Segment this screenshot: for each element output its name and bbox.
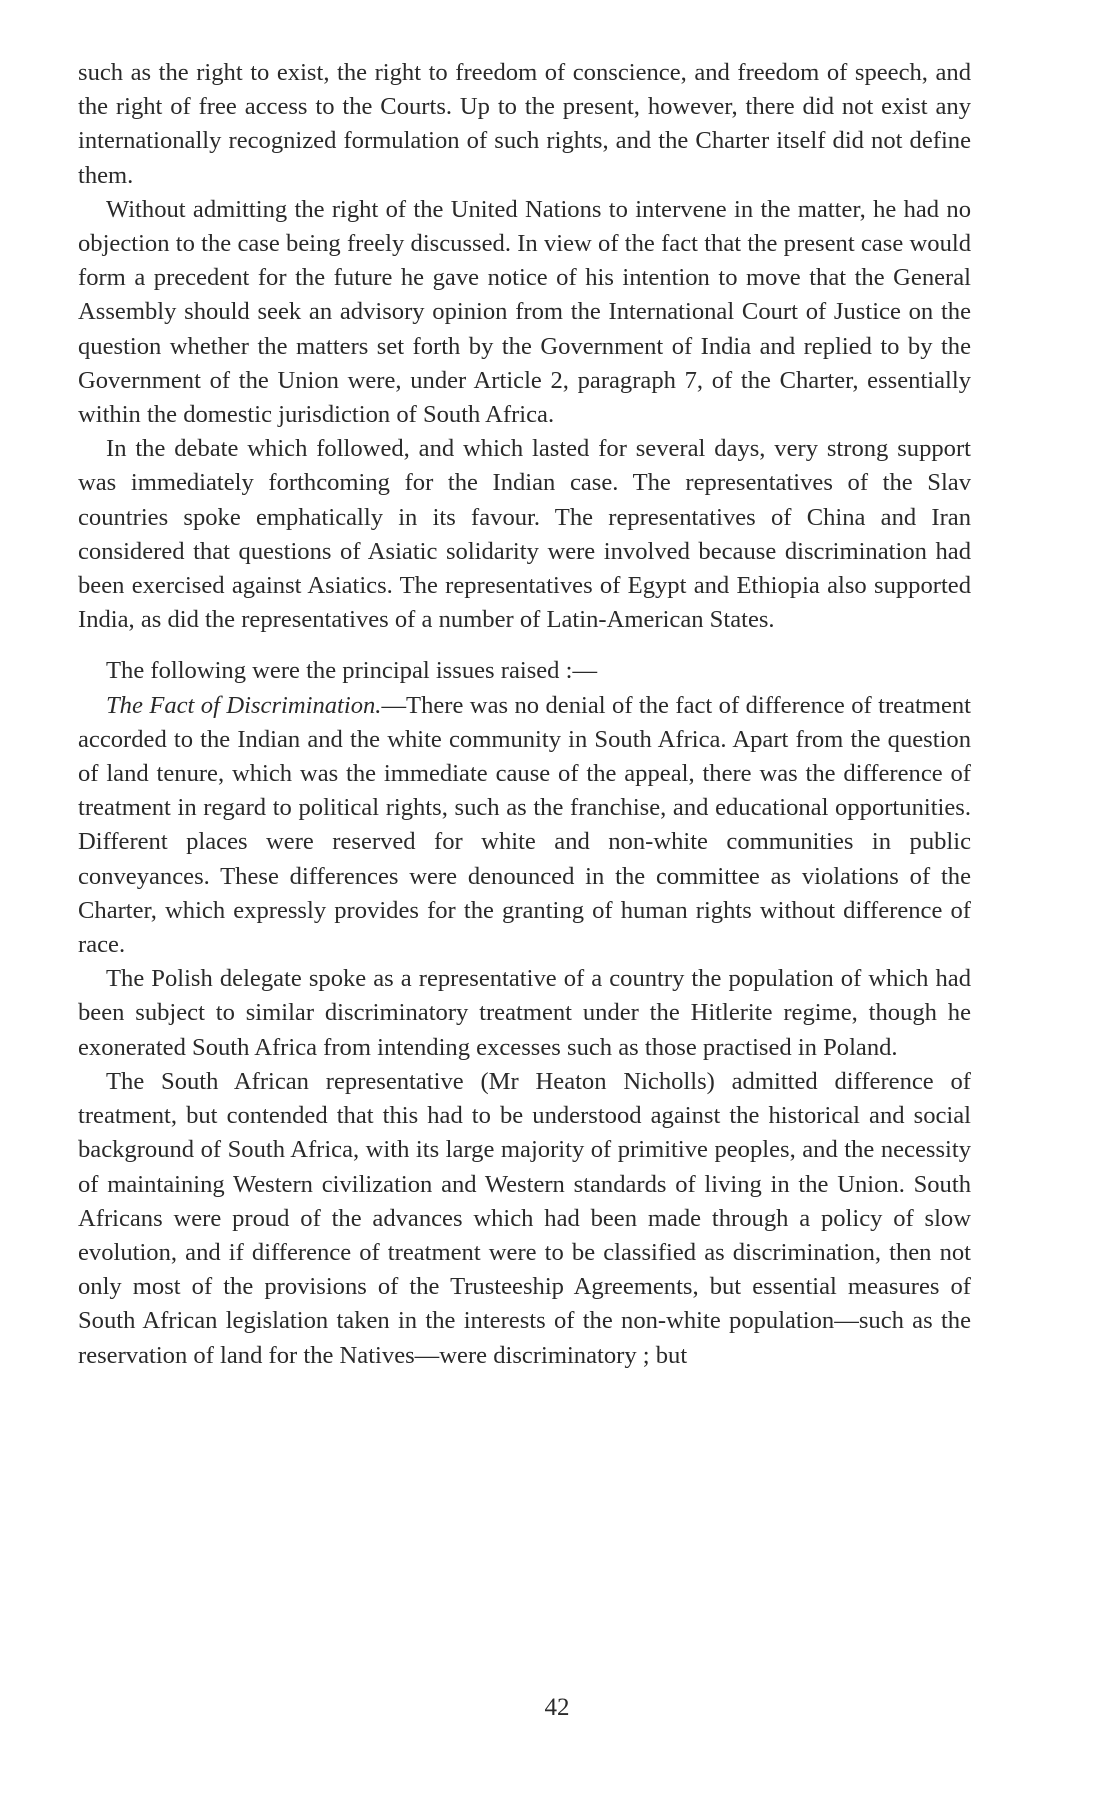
paragraph-south-african-representative: The South African representative (Mr Heaton Nicholls) admitted difference of treatment, but contended that this had to be understood against the historical and social background of South Africa, with its large majority of primitive peoples, and the necessity of maintaining Western civilization and Western standards of living in the Union. South Africans were proud of the advances which had been made through a policy of slow evolution, and if difference of treatment were to be classified as discrimination, then not only most of the provisions of the Trusteeship Agreements, but essential measures of South African legislation taken in the interests of the non-white population—such as the reservation of land for the Natives—were discriminatory ; but xyxy=(78,1067,971,1369)
section-heading: The Fact of Discrimination. xyxy=(106,691,382,719)
paragraph-polish-delegate: The Polish delegate spoke as a representative of a country the population of which had been subject to similar discriminatory treatment under the Hitlerite regime, though he exonerated South Africa from intending excesses such as those practised in Poland. xyxy=(78,965,971,1061)
paragraph-fact-of-discrimination xyxy=(78,689,971,963)
paragraph-advisory-opinion: Without admitting the right of the United Nations to intervene in the matter, he had no objection to the case being freely discussed. In view of the fact that the present case would form a precedent for the future he gave notice of his intention to move that the General Assembly should seek an advisory opinion from the International Court of Justice on the question whether the matters set forth by the Government of India and replied to by the Government of the Union were, under Article 2, paragraph 7, of the Charter, essentially within the domestic jurisdiction of South Africa. xyxy=(78,195,971,429)
paragraph-continuation: such as the right to exist, the right to freedom of conscience, and freedom of speech, and the right of free access to the Courts. Up to the present, however, there did not exist any internationally recognized formulation of such rights, and the Charter itself did not define them. xyxy=(78,59,971,189)
paragraph-debate: In the debate which followed, and which lasted for several days, very strong support was immediately forthcoming for the Indian case. The representatives of the Slav countries spoke emphatically in its favour. The representatives of China and Iran considered that questions of Asiatic solidarity were involved because discrimination had been exercised against Asiatics. The representatives of Egypt and Ethiopia also supported India, as did the representatives of a number of Latin-American States. xyxy=(78,435,971,634)
page-body xyxy=(78,56,971,1373)
page-number: 42 xyxy=(544,1694,570,1721)
paragraph-text: —There was no denial of the fact of difference of treatment accorded to the Indian and the white community in South Africa. Apart from the question of land tenure, which was the immediate cause of the appeal, there was the difference of treatment in regard to political rights, such as the franchise, and educational opportunities. Different places were reserved for white and non-white communities in public conveyances. These differences were denounced in the committee as violations of the Charter, which expressly provides for the granting of human rights without difference of race. xyxy=(78,691,971,959)
paragraph-issues-intro: The following were the principal issues raised :— xyxy=(106,657,598,685)
